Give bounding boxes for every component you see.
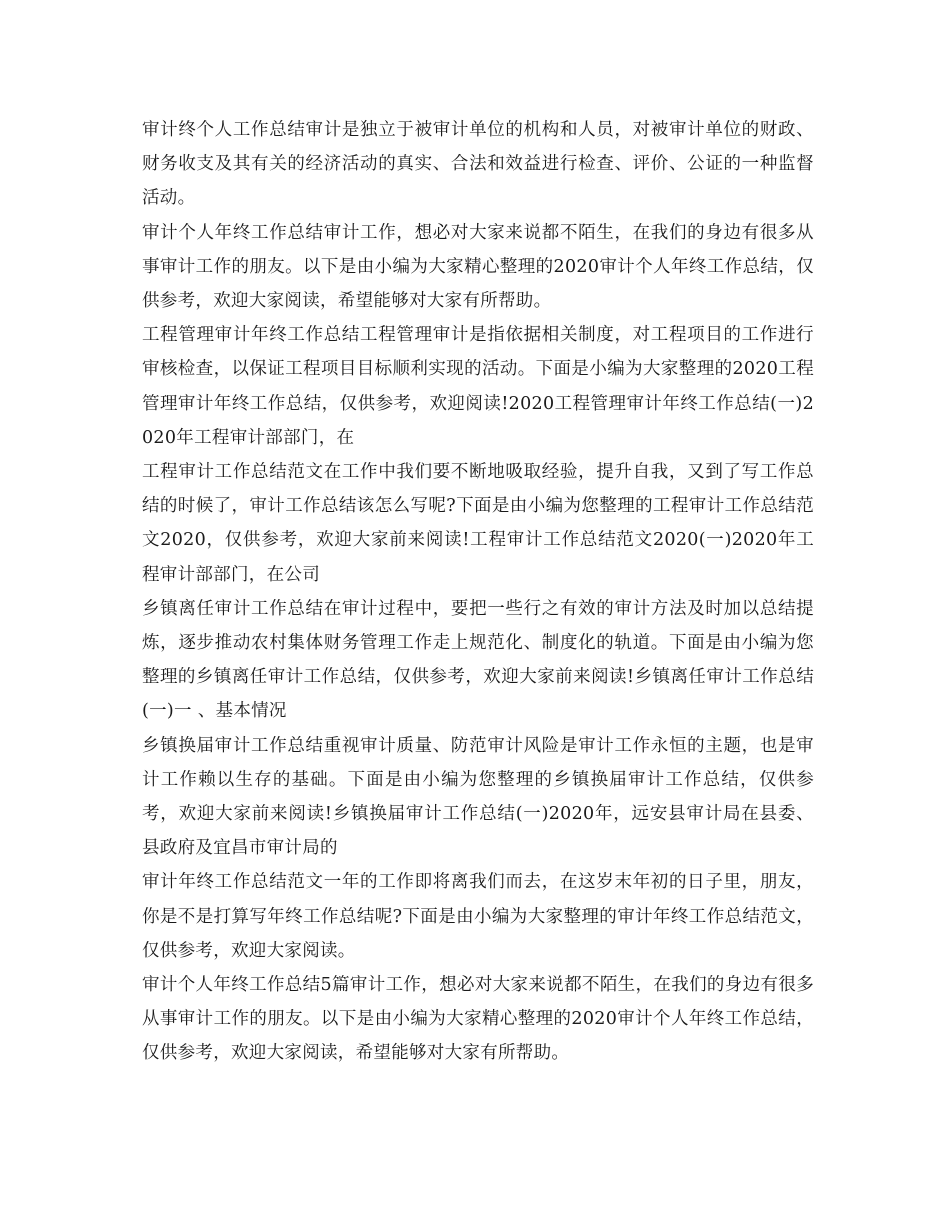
document-body: [142, 113, 814, 1071]
paragraph-7: 审计年终工作总结范文一年的工作即将离我们而去，在这岁末年初的日子里，朋友，你是不是打算写年终工作总结呢?下面是由小编为大家整理的审计年终工作总结范文，仅供参考，欢迎大家阅读。: [142, 872, 814, 961]
paragraph-5: 乡镇离任审计工作总结在审计过程中，要把一些行之有效的审计方法及时加以总结提炼，逐步推动农村集体财务管理工作走上规范化、制度化的轨道。下面是由小编为您整理的乡镇离任审计工作总结，仅供参考，欢迎大家前来阅读!乡镇离任审计工作总结(一)一 、基本情况: [142, 598, 814, 722]
paragraph-1: 审计终个人工作总结审计是独立于被审计单位的机构和人员，对被审计单位的财政、财务收支及其有关的经济活动的真实、合法和效益进行检查、评价、公证的一种监督活动。: [142, 120, 814, 209]
paragraph-8: 审计个人年终工作总结5篇审计工作，想必对大家来说都不陌生，在我们的身边有很多从事审计工作的朋友。以下是由小编为大家精心整理的2020审计个人年终工作总结，仅供参考，欢迎大家阅读，希望能够对大家有所帮助。: [142, 975, 814, 1064]
paragraph-2: 审计个人年终工作总结审计工作，想必对大家来说都不陌生，在我们的身边有很多从事审计工作的朋友。以下是由小编为大家精心整理的2020审计个人年终工作总结，仅供参考，欢迎大家阅读，希望能够对大家有所帮助。: [142, 222, 814, 312]
paragraph-3: 工程管理审计年终工作总结工程管理审计是指依据相关制度，对工程项目的工作进行审核检查，以保证工程项目目标顺利实现的活动。下面是小编为大家整理的2020工程管理审计年终工作总结，仅供参考，欢迎阅读!2020工程管理审计年终工作总结(一)2020年工程审计部部门，在: [142, 325, 814, 448]
paragraph-4: 工程审计工作总结范文在工作中我们要不断地吸取经验，提升自我，又到了写工作总结的时候了，审计工作总结该怎么写呢?下面是由小编为您整理的工程审计工作总结范文2020，仅供参考，欢迎大家前来阅读!工程审计工作总结范文2020(一)2020年工程审计部部门，在公司: [142, 462, 814, 585]
paragraph-6: 乡镇换届审计工作总结重视审计质量、防范审计风险是审计工作永恒的主题，也是审计工作赖以生存的基础。下面是由小编为您整理的乡镇换届审计工作总结，仅供参考，欢迎大家前来阅读!乡镇换届审计工作总结(一)2020年，远安县审计局在县委、县政府及宜昌市审计局的: [142, 735, 814, 859]
